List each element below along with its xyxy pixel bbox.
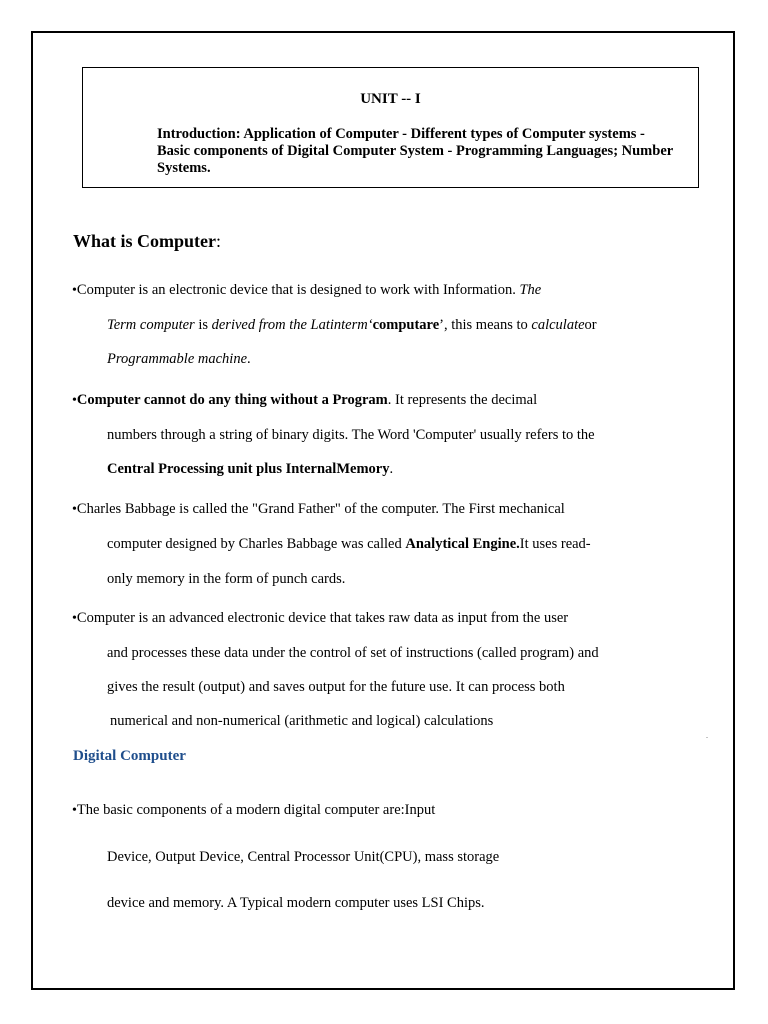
bullet2-line3: Central Processing unit plus InternalMemory.: [107, 461, 394, 477]
bullet-marker: •: [72, 283, 77, 298]
bullet2-line1: •Computer cannot do any thing without a Program. It represents the decimal: [72, 392, 538, 408]
stray-mark: .: [706, 731, 708, 740]
bullet5-line1: •The basic components of a modern digital computer are:Input: [72, 802, 436, 818]
bullet5-line2: Device, Output Device, Central Processor Unit(CPU), mass storage: [107, 849, 500, 865]
bullet3-line2: computer designed by Charles Babbage was called Analytical Engine.It uses read-: [107, 536, 591, 552]
bullet-marker: •: [72, 611, 77, 626]
bullet3-line3: only memory in the form of punch cards.: [107, 571, 346, 587]
section-heading: [73, 231, 221, 252]
bullet4-line2: and processes these data under the control of set of instructions (called program) and: [107, 645, 599, 661]
bullet-marker: •: [72, 502, 77, 517]
bullet1-line3: Programmable machine.: [107, 351, 251, 367]
unit-intro: Introduction: Application of Computer - Different types of Computer systems - Basic components of Digital Computer System - Programming Languages; Number Systems.: [157, 126, 673, 176]
bullet4-line1: •Computer is an advanced electronic device that takes raw data as input from the user: [72, 610, 569, 626]
bullet2-line2: numbers through a string of binary digits. The Word 'Computer' usually refers to the: [107, 427, 595, 443]
bullet4-line3: gives the result (output) and saves output for the future use. It can process both: [107, 679, 565, 695]
unit-title: UNIT -- I: [360, 91, 421, 107]
bullet4-line4: numerical and non-numerical (arithmetic and logical) calculations: [110, 713, 494, 729]
bullet1-line2: Term computer is derived from the Latinterm‘computare’, this means to calculateor: [107, 317, 597, 333]
bullet5-line3: device and memory. A Typical modern computer uses LSI Chips.: [107, 895, 485, 911]
bullet-marker: •: [72, 803, 77, 818]
bullet3-line1: •Charles Babbage is called the "Grand Father" of the computer. The First mechanical: [72, 501, 565, 517]
bullet1-line1: •Computer is an electronic device that is designed to work with Information. The: [72, 282, 542, 298]
heading-suffix: :: [216, 231, 222, 251]
bullet-marker: •: [72, 393, 77, 408]
digital-computer-heading: Digital Computer: [73, 748, 186, 764]
heading-text: What is Computer: [73, 231, 216, 251]
unit-summary-box: [82, 67, 699, 188]
